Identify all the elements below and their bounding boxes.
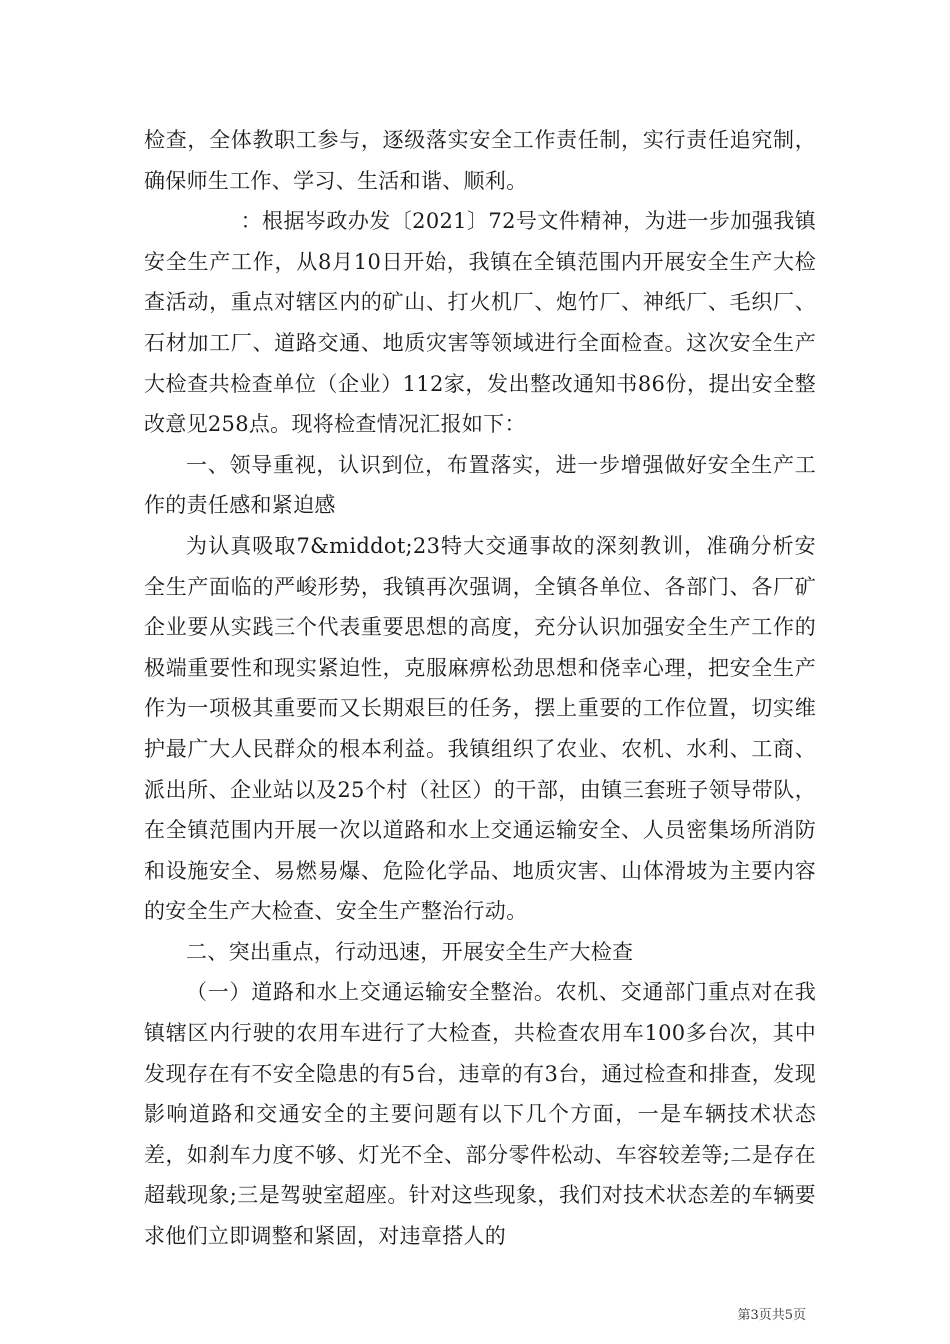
section-heading-2: 二、突出重点，行动迅速，开展安全生产大检查 [186,939,634,964]
paragraph-continuation: 检查，全体教职工参与，逐级落实安全工作责任制，实行责任追究制，确保师生工作、学习、生活和谐、顺利。 [144,128,816,193]
paragraph-intro: ：根据岑政办发〔2021〕72号文件精神，为进一步加强我镇安全生产工作，从8月10日开始，我镇在全镇范围内开展安全生产大检查活动，重点对辖区内的矿山、打火机厂、炮竹厂、神纸厂、毛织厂、石材加工厂、道路交通、地质灾害等领域进行全面检查。这次安全生产大检查共检查单位（企业）112家，发出整改通知书86份，提出安全整改意见258点。现将检查情况汇报如下： [144,209,816,437]
paragraph-section-1: 为认真吸取7&middot;23特大交通事故的深刻教训，准确分析安全生产面临的严峻形势，我镇再次强调，全镇各单位、各部门、各厂矿企业要从实践三个代表重要思想的高度，充分认识加强安全生产工作的极端重要性和现实紧迫性，克服麻痹松劲思想和侥幸心理，把安全生产作为一项极其重要而又长期艰巨的任务，摆上重要的工作位置，切实维护最广大人民群众的根本利益。我镇组织了农业、农机、水利、工商、派出所、企业站以及25个村（社区）的干部，由镇三套班子领导带队，在全镇范围内开展一次以道路和水上交通运输安全、人员密集场所消防和设施安全、易燃易爆、危险化学品、地质灾害、山体滑坡为主要内容的安全生产大检查、安全生产整治行动。 [144,533,816,924]
section-heading-1: 一、领导重视，认识到位，布置落实，进一步增强做好安全生产工作的责任感和紧迫感 [144,452,816,518]
paragraph-subsection-1: （一）道路和水上交通运输安全整治。农机、交通部门重点对在我镇辖区内行驶的农用车进行了大检查，共检查农用车100多台次，其中发现存在有不安全隐患的有5台，违章的有3台，通过检查和排查，发现影响道路和交通安全的主要问题有以下几个方面，一是车辆技术状态差，如刹车力度不够、灯光不全、部分零件松动、车容较差等;二是存在超载现象;三是驾驶室超座。针对这些现象，我们对技术状态差的车辆要求他们立即调整和紧固，对违章搭人的 [144,980,816,1249]
page-number-footer: 第3页共5页 [737,1308,806,1323]
document-body [144,120,816,1257]
